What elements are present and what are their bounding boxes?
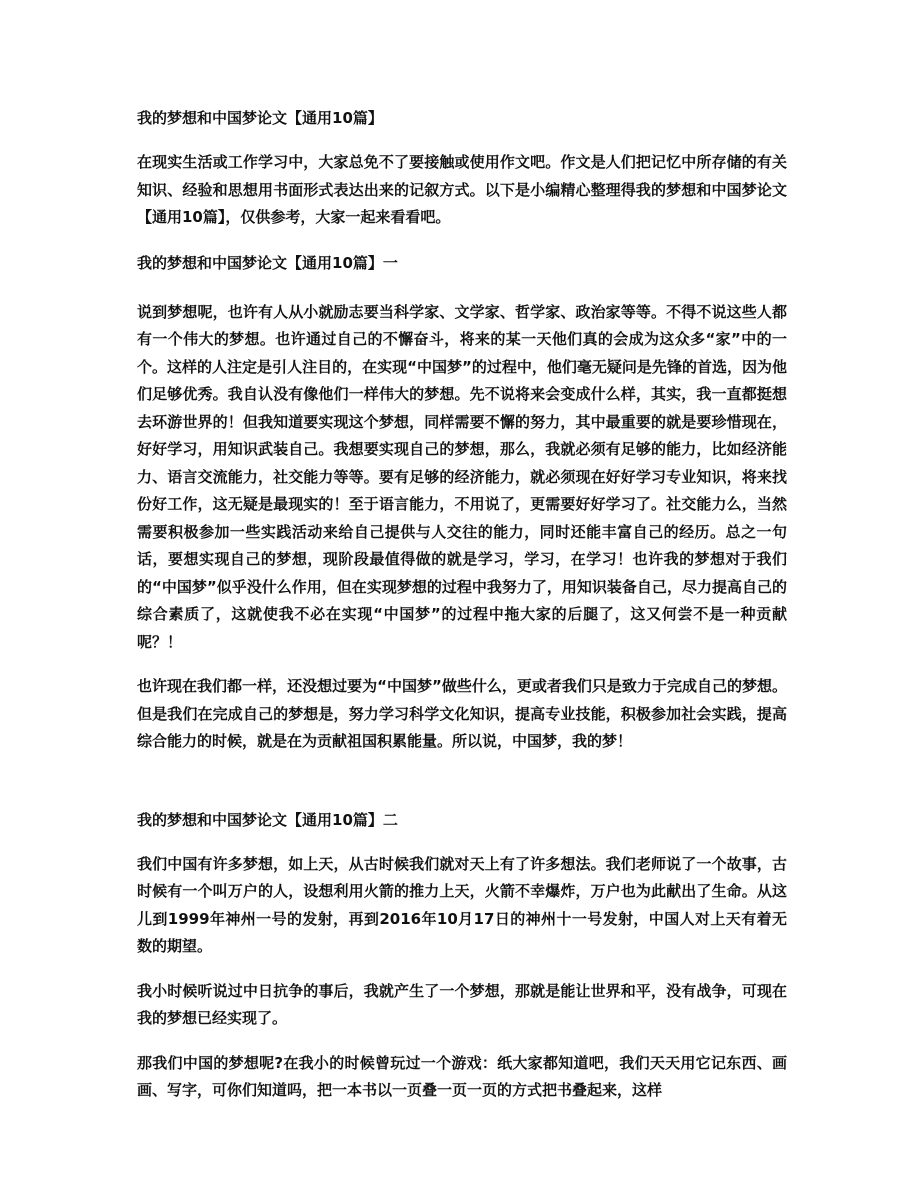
intro-paragraph: 在现实生活或工作学习中，大家总免不了要接触或使用作文吧。作文是人们把记忆中所存储的有关知识、经验和思想用书面形式表达出来的记叙方式。以下是小编精心整理得我的梦想和中国梦论文【通用10篇】，仅供参考，大家一起来看看吧。	[137, 153, 787, 226]
section-1-paragraph-2: 也许现在我们都一样，还没想过要为“中国梦”做些什么，更或者我们只是致力于完成自己的梦想。但是我们在完成自己的梦想是，努力学习科学文化知识，提高专业技能，积极参加社会实践，提高综合能力的时候，就是在为贡献祖国积累能量。所以说，中国梦，我的梦！	[137, 677, 787, 750]
section-2-paragraph-3: 那我们中国的梦想呢?在我小的时候曾玩过一个游戏：纸大家都知道吧，我们天天用它记东西、画画、写字，可你们知道吗，把一本书以一页叠一页一页的方式把书叠起来，这样	[137, 1053, 787, 1099]
document-title: 我的梦想和中国梦论文【通用10篇】	[137, 109, 383, 127]
section-2-paragraph-1: 我们中国有许多梦想，如上天，从古时候我们就对天上有了许多想法。我们老师说了一个故事，古时候有一个叫万户的人，设想利用火箭的推力上天，火箭不幸爆炸，万户也为此献出了生命。从这儿到1999年神州一号的发射，再到2016年10月17日的神州十一号发射，中国人对上天有着无数的期望。	[137, 854, 787, 955]
section-heading-1: 我的梦想和中国梦论文【通用10篇】一	[137, 253, 398, 272]
section-heading-2: 我的梦想和中国梦论文【通用10篇】二	[137, 810, 398, 829]
section-1-paragraph-1: 说到梦想呢，也许有人从小就励志要当科学家、文学家、哲学家、政治家等等。不得不说这些人都有一个伟大的梦想。也许通过自己的不懈奋斗，将来的某一天他们真的会成为这众多“家”中的一个。这样的人注定是引人注目的，在实现“中国梦”的过程中，他们毫无疑问是先锋的首选，因为他们足够优秀。我自认没有像他们一样伟大的梦想。先不说将来会变成什么样，其实，我一直都挺想去环游世界的！但我知道要实现这个梦想，同样需要不懈的努力，其中最重要的就是要珍惜现在，好好学习，用知识武装自己。我想要实现自己的梦想，那么，我就必须有足够的能力，比如经济能力、语言交流能力，社交能力等等。要有足够的经济能力，就必须现在好好学习专业知识，将来找份好工作，这无疑是最现实的！至于语言能力，不用说了，更需要好好学习了。社交能力么，当然需要积极参加一些实践活动来给自己提供与人交往的能力，同时还能丰富自己的经历。总之一句话，要想实现自己的梦想，现阶段最值得做的就是学习，学习，在学习！也许我的梦想对于我们的“中国梦”似乎没什么作用，但在实现梦想的过程中我努力了，用知识装备自己，尽力提高自己的综合素质了，这就使我不必在实现“中国梦”的过程中拖大家的后腿了，这又何尝不是一种贡献呢？！	[137, 302, 787, 651]
section-2-paragraph-2: 我小时候听说过中日抗争的事后，我就产生了一个梦想，那就是能让世界和平，没有战争，可现在我的梦想已经实现了。	[137, 981, 787, 1027]
document-body	[137, 104, 787, 1105]
